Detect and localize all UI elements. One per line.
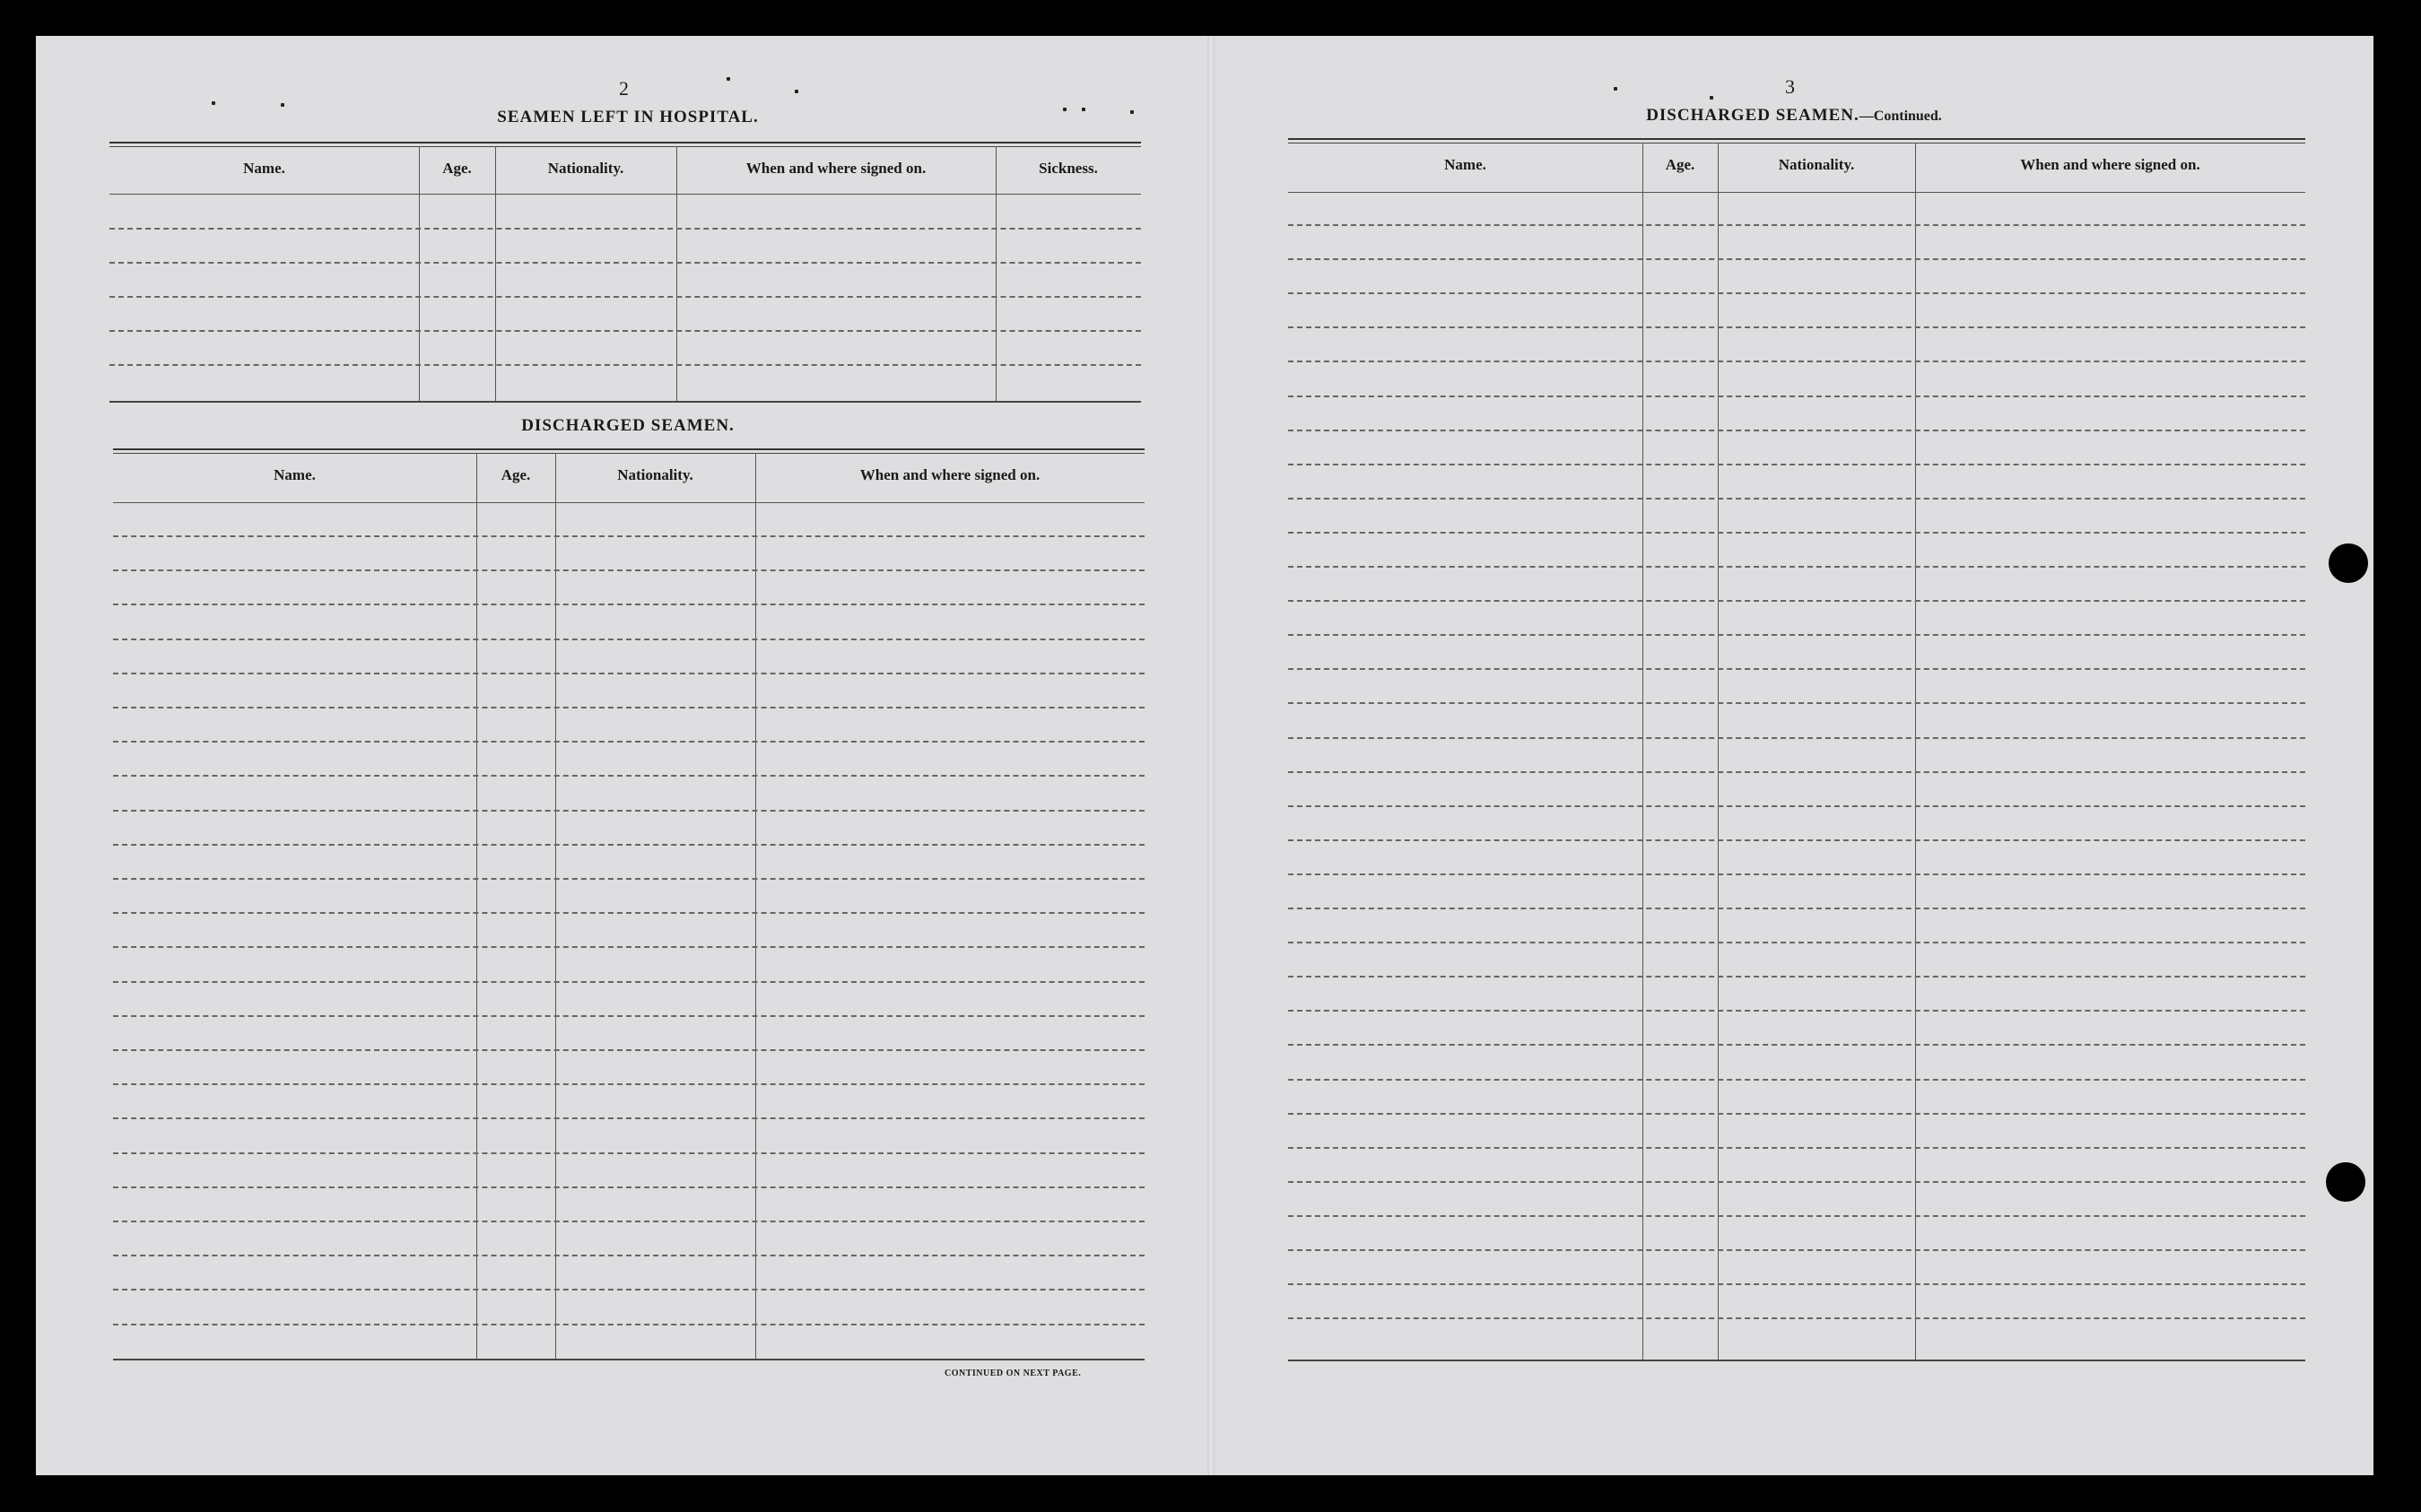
- table-row: [1288, 634, 2305, 636]
- table-row: [1288, 361, 2305, 362]
- table-row: [113, 535, 1145, 537]
- table-row: [113, 981, 1145, 983]
- discharged-continued-table: [1288, 138, 2305, 1363]
- speck-mark: [1710, 96, 1713, 100]
- table-row: [1288, 600, 2305, 602]
- column-divider: [755, 453, 756, 1360]
- col-head-age: Age.: [442, 160, 472, 177]
- table-row: [1288, 908, 2305, 909]
- table-row: [109, 228, 1141, 230]
- column-divider: [1915, 143, 1916, 1360]
- column-divider: [1642, 143, 1643, 1360]
- table-row: [113, 1015, 1145, 1017]
- table-row: [1288, 1317, 2305, 1319]
- table-row: [1288, 258, 2305, 260]
- table-row: [1288, 292, 2305, 294]
- speck-mark: [212, 101, 215, 105]
- col-head-nationality: Nationality.: [547, 160, 624, 177]
- table-row: [1288, 1044, 2305, 1046]
- header-underline: [113, 502, 1145, 503]
- table-row: [113, 1152, 1145, 1154]
- table-row: [1288, 395, 2305, 397]
- table-bottom-rule: [1288, 1360, 2305, 1361]
- table-row: [113, 1289, 1145, 1290]
- table-row: [113, 1117, 1145, 1119]
- table-row: [1288, 839, 2305, 841]
- table-row: [1288, 1249, 2305, 1251]
- col-head-age: Age.: [501, 466, 531, 483]
- hospital-table: [109, 142, 1141, 404]
- table-row: [109, 330, 1141, 332]
- table-row: [113, 673, 1145, 674]
- table-row: [1288, 873, 2305, 875]
- speck-mark: [1130, 110, 1134, 114]
- col-head-nationality: Nationality.: [617, 466, 693, 483]
- table-row: [113, 1324, 1145, 1325]
- table-row: [113, 1221, 1145, 1222]
- column-divider: [555, 453, 556, 1360]
- table-row: [109, 262, 1141, 264]
- table-top-rule: [109, 146, 1141, 147]
- table-row: [1288, 566, 2305, 568]
- table-top-rule: [1288, 138, 2305, 140]
- col-head-when-where: When and where signed on.: [859, 466, 1041, 483]
- table-top-rule: [113, 448, 1145, 450]
- table-row: [1288, 464, 2305, 465]
- header-underline: [1288, 192, 2305, 193]
- col-head-nationality: Nationality.: [1778, 156, 1855, 173]
- table-row: [1288, 976, 2305, 978]
- table-bottom-rule: [109, 401, 1141, 403]
- table-row: [113, 1049, 1145, 1051]
- table-row: [109, 364, 1141, 366]
- table-row: [1288, 326, 2305, 328]
- table-row: [113, 1186, 1145, 1188]
- col-head-name: Name.: [243, 160, 285, 177]
- table-row: [1288, 805, 2305, 807]
- col-head-when-where: When and where signed on.: [2020, 156, 2200, 173]
- table-row: [113, 707, 1145, 708]
- continued-suffix: —Continued.: [1859, 109, 1942, 124]
- speck-mark: [1063, 108, 1067, 111]
- table-row: [113, 741, 1145, 743]
- punch-hole-bottom: [2326, 1162, 2365, 1202]
- table-row: [1288, 668, 2305, 670]
- table-top-rule: [109, 142, 1141, 143]
- speck-mark: [1082, 108, 1085, 111]
- table-row: [1288, 737, 2305, 739]
- speck-mark: [281, 103, 284, 107]
- table-row: [1288, 430, 2305, 431]
- table-row: [1288, 942, 2305, 943]
- hospital-section-title: SEAMEN LEFT IN HOSPITAL.: [497, 108, 759, 126]
- header-underline: [109, 194, 1141, 195]
- speck-mark: [795, 90, 798, 93]
- table-row: [1288, 224, 2305, 226]
- table-row: [113, 569, 1145, 571]
- table-row: [113, 604, 1145, 605]
- punch-hole-top: [2329, 543, 2368, 583]
- table-row: [113, 775, 1145, 777]
- table-row: [1288, 1079, 2305, 1081]
- table-top-rule: [113, 453, 1145, 454]
- table-row: [1288, 498, 2305, 500]
- speck-mark: [727, 77, 730, 81]
- page-number-left: 2: [619, 77, 629, 100]
- table-row: [1288, 1215, 2305, 1217]
- table-row: [113, 844, 1145, 846]
- table-row: [1288, 1113, 2305, 1115]
- continued-note: CONTINUED ON NEXT PAGE.: [945, 1369, 1082, 1378]
- col-head-name: Name.: [274, 466, 316, 483]
- table-row: [113, 878, 1145, 880]
- table-bottom-rule: [113, 1359, 1145, 1360]
- table-row: [1288, 1283, 2305, 1285]
- table-row: [113, 912, 1145, 914]
- discharged-continued-title: [1597, 106, 1991, 126]
- table-row: [113, 946, 1145, 948]
- page-number-right: 3: [1785, 75, 1795, 98]
- discharged-section-title: DISCHARGED SEAMEN.: [521, 416, 735, 435]
- discharged-table: [113, 448, 1145, 1363]
- col-head-when-where: When and where signed on.: [745, 160, 927, 177]
- col-head-name: Name.: [1444, 156, 1486, 173]
- table-row: [113, 1083, 1145, 1085]
- page-gutter: [1207, 36, 1215, 1475]
- table-row: [1288, 1181, 2305, 1183]
- column-divider: [1718, 143, 1719, 1360]
- table-row: [109, 296, 1141, 298]
- discharged-continued-title-main: DISCHARGED SEAMEN.: [1646, 106, 1859, 125]
- table-row: [1288, 702, 2305, 704]
- table-row: [1288, 771, 2305, 773]
- table-row: [113, 810, 1145, 812]
- col-head-age: Age.: [1665, 156, 1695, 173]
- speck-mark: [1614, 87, 1617, 91]
- table-row: [1288, 1147, 2305, 1149]
- table-row: [113, 1255, 1145, 1256]
- column-divider: [476, 453, 477, 1360]
- col-head-sickness: Sickness.: [1039, 160, 1098, 177]
- table-row: [1288, 532, 2305, 534]
- table-row: [1288, 1010, 2305, 1012]
- table-row: [113, 639, 1145, 640]
